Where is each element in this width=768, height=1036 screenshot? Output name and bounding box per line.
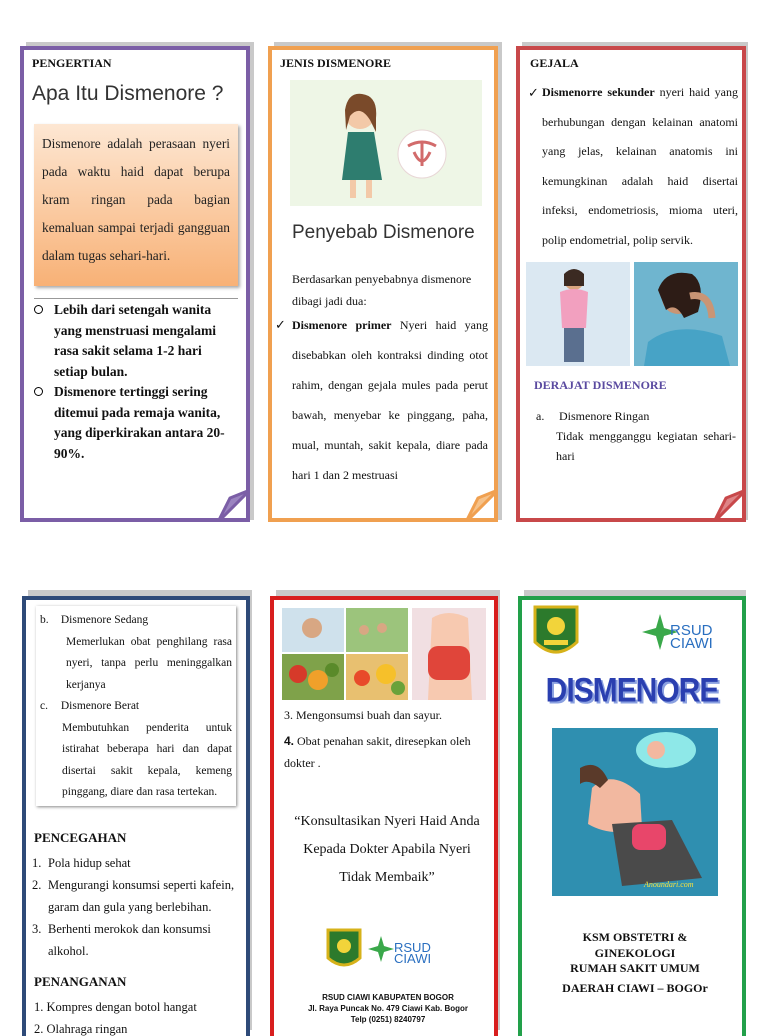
section-header-gejala: GEJALA xyxy=(530,56,579,70)
panel-konsultasi xyxy=(270,596,498,1036)
panel-jenis-dismenore xyxy=(268,46,498,522)
women-in-pain-photo xyxy=(526,262,738,366)
heading-apa-itu: Apa Itu Dismenore ? xyxy=(32,82,224,105)
page-fold-icon xyxy=(216,488,250,522)
page-fold-icon xyxy=(464,488,498,522)
check-mark-icon: ✓ xyxy=(528,85,539,100)
panel-gejala xyxy=(516,46,746,522)
handling-list xyxy=(34,996,244,1036)
list-item: 2. Mengurangi konsumsi seperti kafein, garam dan gula yang berlebihan. xyxy=(32,878,235,914)
org-block: KSM OBSTETRI & GINEKOLOGI RUMAH SAKIT UMUM DAERAH CIAWI – BOGOr xyxy=(562,930,708,995)
list-item: 1. Pola hidup sehat xyxy=(32,856,131,870)
address-block: RSUD CIAWI KABUPATEN BOGOR Jl. Raya Puncak No. 479 Ciawi Kab. Bogor Telp (0251) 8240797 xyxy=(307,993,469,1024)
consult-quote: “Konsultasikan Nyeri Haid Anda Kepada Dokter Apabila Nyeri Tidak Membaik” xyxy=(294,814,480,885)
circle-bullet-icon xyxy=(34,305,43,314)
handling-header: PENANGANAN xyxy=(34,974,127,989)
degree-items-box: b. Dismenore Sedang Memerlukan obat penghilang rasa nyeri, tanpa perlu meninggalkan kerjanya c. Dismenore Berat Membutuhkan penderita untuk istirahat beberapa hari dan dapat disertai sakit kepala, kemeng pinggang, diare dan rasa tertekan. xyxy=(36,606,236,806)
list-item: 2. Olahraga ringan xyxy=(34,1022,128,1036)
primary-item: ✓ Dismenore primer Nyeri haid yang disebabkan oleh kontraksi dinding otot rahim, dengan gejala mules pada perut bawah, menyebar ke pinggang, paha, mual, muntah, sakit kepala, diare pada hari 1 dan 2 mestruasi xyxy=(292,310,488,490)
degree-item-a: a. Dismenore Ringan Tidak mengganggu kegiatan sehari-hari xyxy=(536,409,736,463)
panel-cover xyxy=(518,596,746,1036)
prevention-list xyxy=(32,852,242,962)
check-mark-icon: ✓ xyxy=(275,317,286,332)
circle-bullet-icon xyxy=(34,387,43,396)
prevention-header: PENCEGAHAN xyxy=(34,830,127,845)
list-item: 3. Berhenti merokok dan konsumsi alkohol. xyxy=(32,922,211,958)
section-header-jenis: JENIS DISMENORE xyxy=(280,56,392,70)
rsud-logo: RSUD CIAWI xyxy=(640,608,728,658)
hot-water-bottle-photo xyxy=(412,608,486,700)
panel-pengertian xyxy=(20,46,250,522)
intro-text: Berdasarkan penyebabnya dismenore dibagi jadi dua: xyxy=(292,272,472,308)
fact-item: Dismenore tertinggi sering ditemui pada remaja wanita, yang diperkirakan antara 20-90%. xyxy=(32,382,238,464)
section-header-pengertian: PENGERTIAN xyxy=(32,56,112,70)
definition-box xyxy=(34,124,238,286)
kabupaten-bogor-emblem-icon xyxy=(326,928,362,972)
degree-header: DERAJAT DISMENORE xyxy=(534,378,667,392)
step-4: 4. Obat penahan sakit, diresepkan oleh dokter . xyxy=(284,734,471,770)
rsud-logo: RSUD CIAWI xyxy=(366,932,444,972)
flower-logo-icon xyxy=(366,934,396,964)
fact-item: Lebih dari setengah wanita yang menstruasi mengalami rasa sakit selama 1-2 hari setiap bulan. xyxy=(32,300,238,382)
woman-cramps-illustration xyxy=(552,728,718,896)
cover-title: DISMENORE xyxy=(545,671,719,710)
panel-derajat-lanjutan xyxy=(22,596,250,1036)
healthy-lifestyle-photo xyxy=(282,608,408,700)
watermark: Anoundari.com xyxy=(644,880,694,889)
heading-penyebab: Penyebab Dismenore xyxy=(292,222,475,243)
step-3: 3. Mengonsumsi buah dan sayur. xyxy=(284,708,442,722)
definition-text: Dismenore adalah perasaan nyeri pada waktu haid dapat berupa kram ringan pada bagian kemaluan sampai terjadi gangguan dalam tugas sehari-hari. xyxy=(42,136,230,263)
facts-list xyxy=(32,300,238,464)
woman-uterus-illustration xyxy=(290,80,482,206)
page-fold-icon xyxy=(712,488,746,522)
secondary-item: ✓ Dismenorre sekunder nyeri haid yang berhubungan dengan kelainan anatomi yang jelas, kelainan anatomis ini kemungkinan adalah haid disertai infeksi, endometriosis, mioma uteri, polip endometrial, polip servik. xyxy=(542,78,738,255)
kabupaten-bogor-emblem-icon xyxy=(532,604,580,662)
list-item: 1. Kompres dengan botol hangat xyxy=(34,1000,197,1014)
